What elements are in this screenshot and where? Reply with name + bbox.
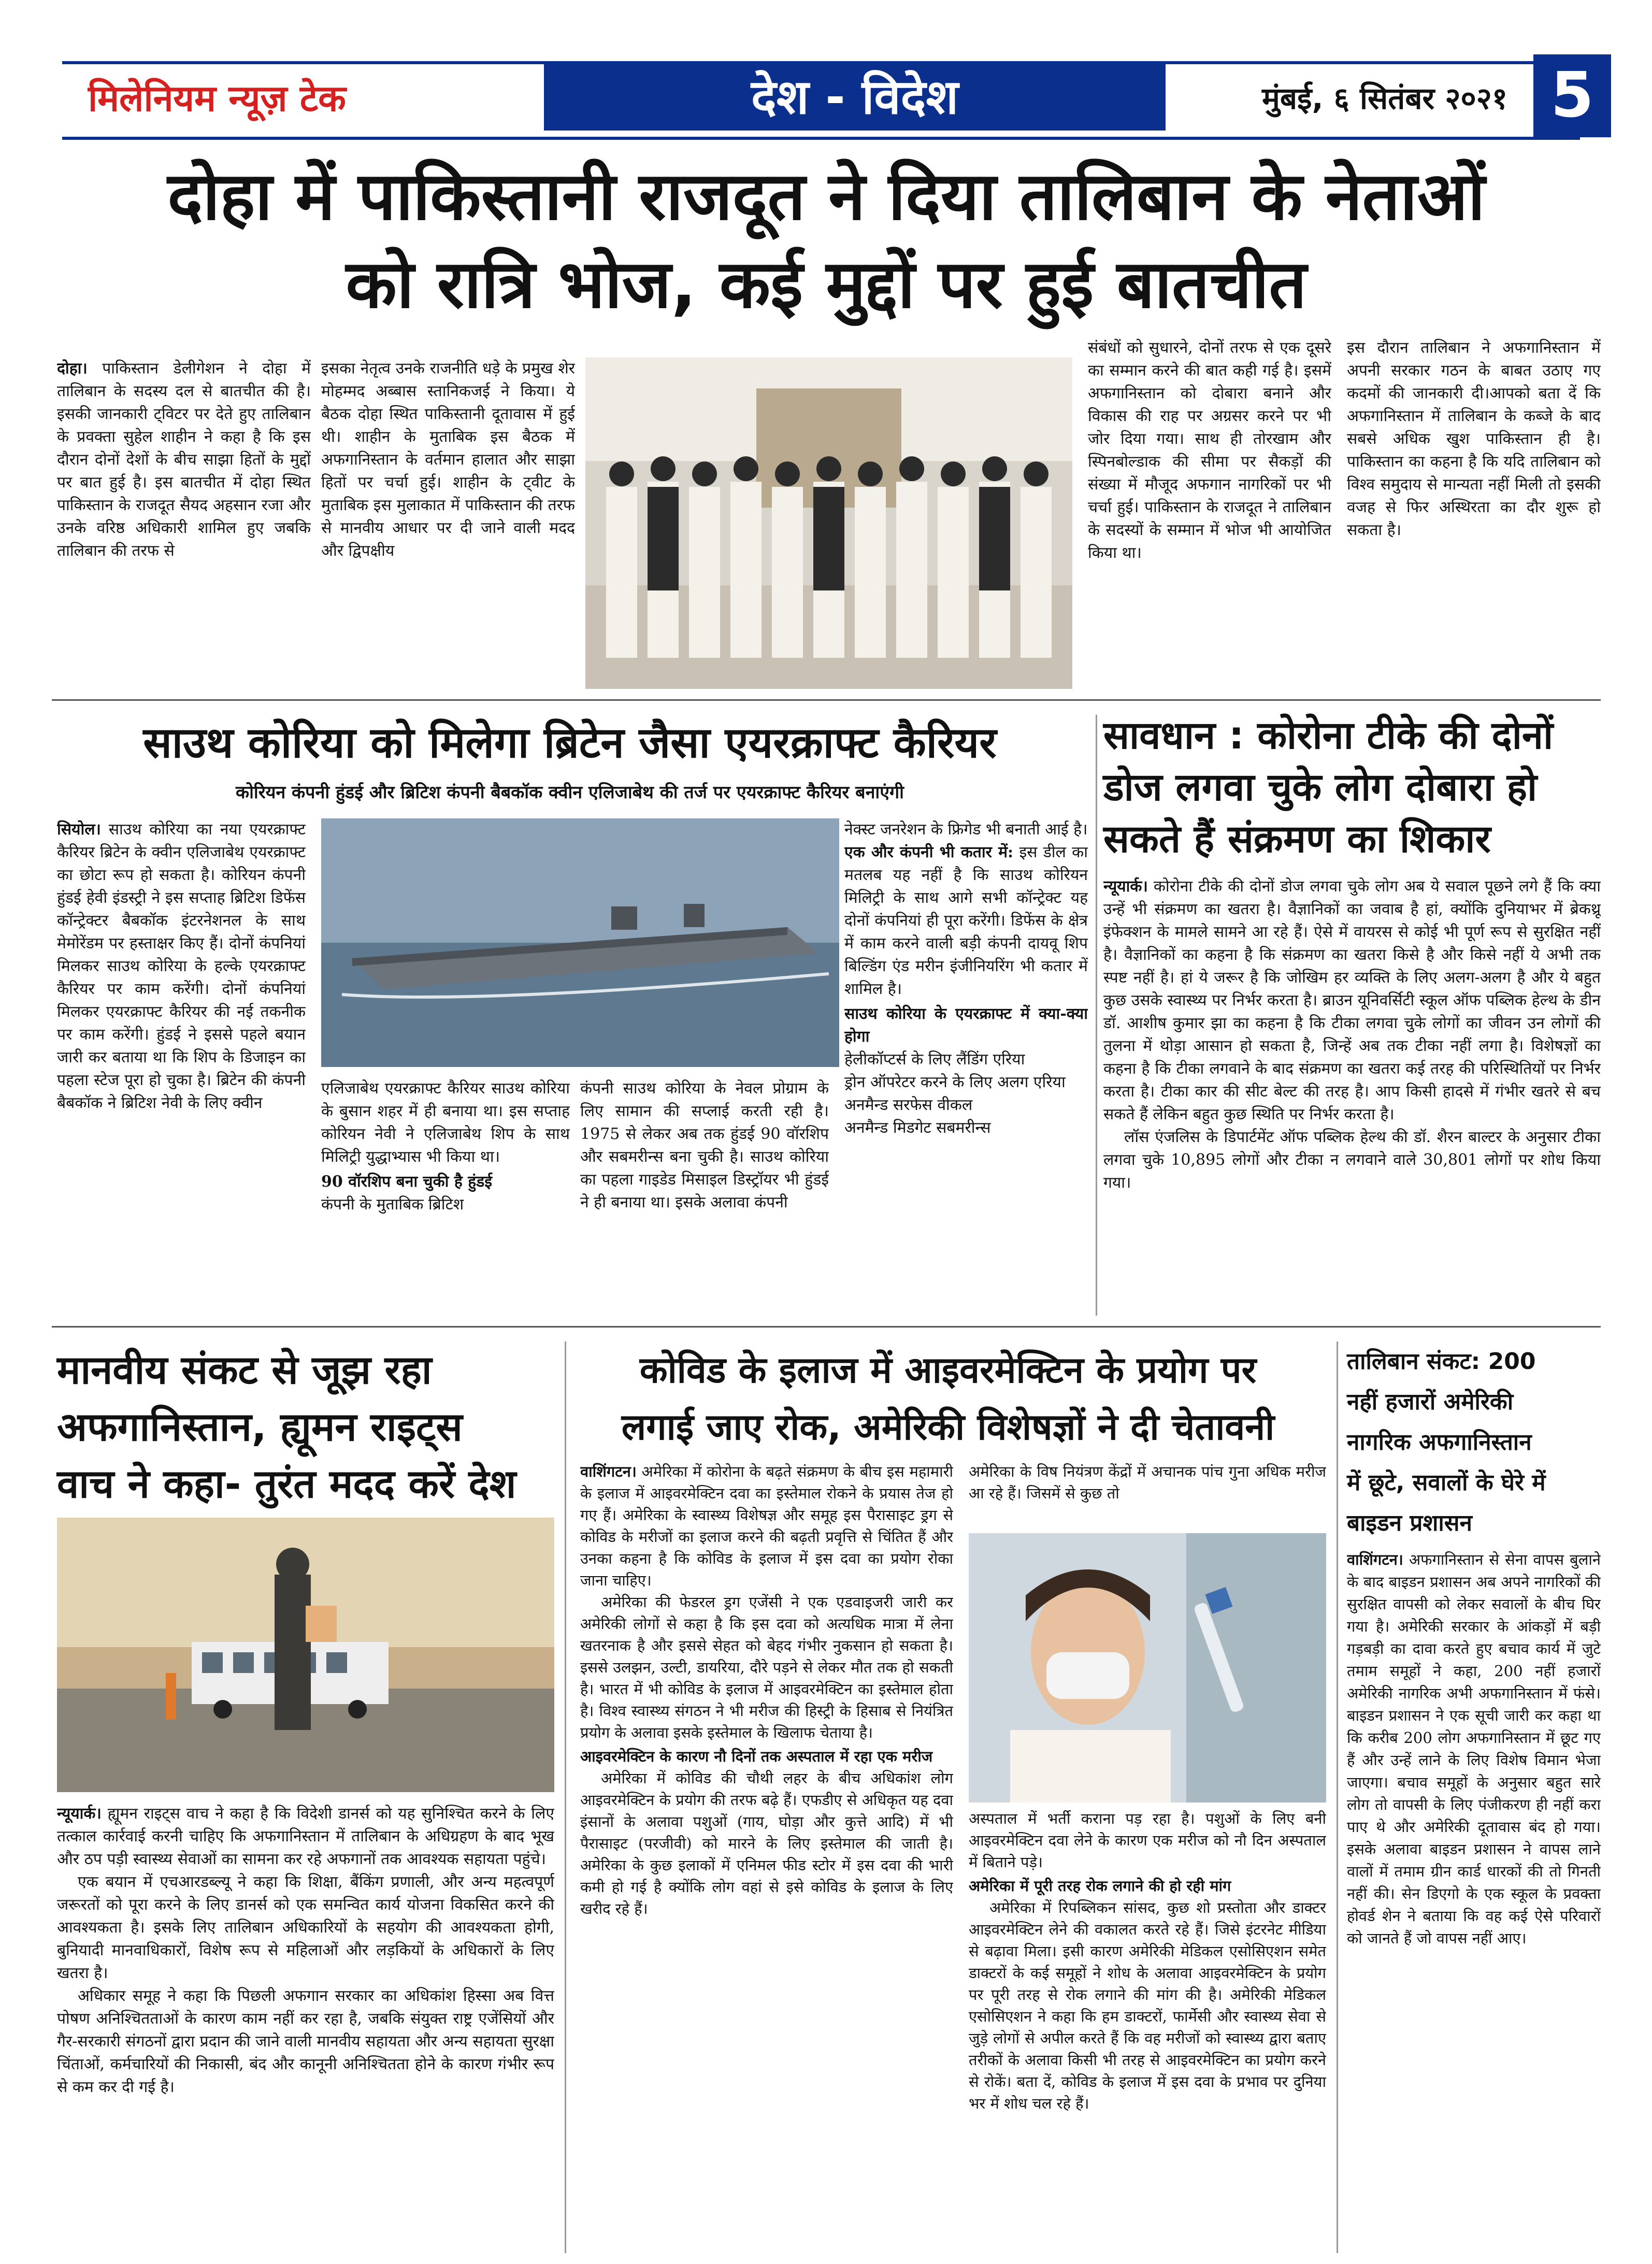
story2-col4-list-item: ड्रोन ऑपरेटर करने के लिए अलग एरिया — [844, 1073, 1066, 1091]
story3-headline-line1: सावधान : कोरोना टीके की दोनों — [1103, 713, 1554, 758]
story5-col2-subhead: अमेरिका में पूरी तरह रोक लगाने की हो रही मांग — [969, 1877, 1231, 1895]
story6-body-text: अफगानिस्तान से सेना वापस बुलाने के बाद बाइडन प्रशासन अब अपने नागरिकों की सुरक्षित वापसी को लेकर सवालों के बीच घिर गया है। अमेरिकी सरकार के आंकड़ों में बड़ी गड़बड़ी का दावा करते हुए बचाव कार्य में जुटे तमाम समूहों ने कहा, 200 नहीं हजारों अमेरिकी नागरिक अभी अफगानिस्तान में फंसे। बाइडन प्रशासन ने एक सूची जारी कर कहा था कि करीब 200 लोग अफगानिस्तान में छूट गए हैं और उन्हें लाने के लिए विशेष विमान भेजा जाएगा। बचाव समूहों के अनुसार बहुत सारे लोग तो वापसी के लिए पंजीकरण ही नहीं करा पाए थे और अमेरिकी दूतावास बंद हो गया। इसके अलावा बाइडन प्रशासन ने वापस लाने वालों में तमाम ग्रीन कार्ड धारकों की तो गिनती नहीं की। सेन डिएगो के एक स्कूल के प्रवक्ता होवर्ड शेन ने बताया कि वह कई ऐसे परिवारों को जानते हैं जो वापस नहीं आए। — [1347, 1551, 1601, 1947]
story2-headline: साउथ कोरिया को मिलेगा ब्रिटेन जैसा एयरक्राफ्ट कैरियर — [143, 718, 997, 768]
story2-col4-list-item: अनमैन्ड मिडगेट सबमरीन्स — [844, 1119, 991, 1137]
story2-photo-carrier — [321, 818, 839, 1067]
story6-headline-line2: नहीं हजारों अमेरिकी — [1347, 1389, 1514, 1415]
story3-headline-line2: डोज लगवा चुके लोग दोबारा हो — [1103, 765, 1538, 810]
story5-col2-p2: अमेरिका में रिपब्लिकन सांसद, कुछ शो प्रस्तोता और डाक्टर आइवरमेक्टिन लेने की वकालत करते रहे हैं। जिसे इंटरनेट मीडिया से बढ़ावा मिला। इसी कारण अमेरिकी मेडिकल एसोसिएशन समेत डाक्टरों के कई समूहों ने शोध के अलावा आइवरमेक्टिन के प्रयोग पर पूरी तरह से रोक लगाने की मांग की है। अमेरिकी मेडिकल एसोसिएशन ने कहा कि हम डाक्टरों, फार्मेसी और स्वास्थ्य सेवा से जुड़े लोगों से अपील करते हैं कि वह मरीजों को स्वास्थ्य द्वारा बताए तरीकों के अलावा किसी भी तरह से आइवरमेक्टिन का प्रयोग करने से रोकें। बता दें, कोविड के इलाज में इस दवा के प्रभाव पर दुनिया भर में शोध चल रहे हैं। — [969, 1899, 1326, 2112]
section-title: देश - विदेश — [751, 69, 959, 125]
page-number: 5 — [1550, 60, 1594, 132]
story1-col1-text: पाकिस्तान डेलीगेशन ने दोहा में तालिबान के सदस्य दल से बातचीत की है। इसकी जानकारी ट्विटर पर देते हुए तालिबान के प्रवक्ता सुहेल शाहीन ने कहा है कि इस दौरान दोनों देशों के बीच साझा हितों के मुद्दों पर बात हुई है। इस बातचीत में दोहा स्थित पाकिस्तान के राजदूत सैयद अहसान रजा और उनके वरिष्ठ अधिकारी शामिल हुए जबकि तालिबान की तरफ से — [57, 359, 311, 560]
story2-col4-top: नेक्स्ट जनरेशन के फ्रिगेड भी बनाती आई है। — [844, 820, 1088, 839]
story1-headline-line1: दोहा में पाकिस्तानी राजदूत ने दिया तालिबान के नेताओं — [167, 158, 1485, 235]
story5-col2-top — [969, 1461, 1326, 1528]
story4-p3: अधिकार समूह ने कहा कि पिछली अफगान सरकार का अधिकांश हिस्सा अब वित्त पोषण अनिश्चितताओं के कारण काम नहीं कर रहा है, जबकि संयुक्त राष्ट्र एजेंसियों और गैर-सरकारी संगठनों द्वारा प्रदान की जाने वाली मानवीय सहायता और अन्य सहायता सुरक्षा चिंताओं, कर्मचारियों की निकासी, बंद और कानूनी अनिश्चितता होने के कारण गंभीर रूप से कम कर दी गई है। — [57, 1987, 554, 2096]
story1-photo-delegation — [585, 357, 1072, 689]
story1-headline-line2: को रात्रि भोज, कई मुद्दों पर हुई बातचीत — [346, 246, 1307, 323]
story4-headline-line1: मानवीय संकट से जूझ रहा — [57, 1347, 432, 1393]
story1-dateline: दोहा। — [57, 359, 88, 378]
story2-col4-list-item: अनमैन्ड सरफेस वीकल — [844, 1096, 973, 1114]
story1-col4 — [1347, 337, 1601, 684]
story2-col4-subhead1: एक और कंपनी भी कतार में: — [844, 843, 1014, 861]
section-banner — [544, 64, 1166, 131]
story4-p1: ह्यूमन राइट्स वाच ने कहा है कि विदेशी डानर्स को यह सुनिश्चित करने के लिए तत्काल कार्रवाई करनी चाहिए कि अफगानिस्तान में तालिबान के अधिग्रहण के बाद भूख और ठप पड़ी स्वास्थ्य सेवाओं का सामना कर रहे अफगानों तक आवश्यक सहायता पहुंचे। — [57, 1805, 554, 1868]
story2-col3-text: कंपनी साउथ कोरिया के नेवल प्रोग्राम के लिए सामान की सप्लाई करती रही है। 1975 से लेकर अब तक हुंडई 90 वॉरशिप और सबमरीन्स बना चुकी है। साउथ कोरिया का पहला गाइडेड मिसाइल डिस्ट्रॉयर भी हुंडई ने ही बनाया था। इसके अलावा कंपनी — [580, 1079, 829, 1212]
divider-v1 — [1096, 715, 1097, 1316]
divider-2 — [52, 1326, 1601, 1328]
story4-photo-airport — [57, 1518, 554, 1792]
story2-col2-tail: कंपनी के मुताबिक ब्रिटिश — [321, 1195, 464, 1214]
page-number-box — [1533, 54, 1611, 137]
story3-dateline: न्यूयार्क। — [1103, 877, 1148, 896]
story5-headline-line1: कोविड के इलाज में आइवरमेक्टिन के प्रयोग पर — [639, 1349, 1257, 1391]
story2-col4-subhead2: साउथ कोरिया के एयरक्राफ्ट में क्या-क्या होगा — [844, 1005, 1088, 1046]
story5-col2-p1: अस्पताल में भर्ती कराना पड़ रहा है। पशुओं के लिए बनी आइवरमेक्टिन दवा लेने के कारण एक मरीज को नौ दिन अस्पताल में बिताने पड़े। — [969, 1810, 1326, 1871]
story5-col1-subhead: आइवरमेक्टिन के कारण नौ दिनों तक अस्पताल में रहा एक मरीज — [580, 1748, 933, 1765]
story6-headline-line5: बाइडन प्रशासन — [1347, 1510, 1472, 1536]
divider-1 — [52, 699, 1601, 701]
divider-v2 — [565, 1342, 566, 2253]
story6-headline-line4: में छूटे, सवालों के घेरे में — [1347, 1469, 1546, 1496]
paper-name: मिलेनियम न्यूज़ टेक — [88, 77, 346, 120]
story4-body — [57, 1802, 554, 2253]
divider-v3 — [1337, 1342, 1338, 2253]
story5-dateline: वाशिंगटन। — [580, 1463, 637, 1480]
story5-col2-bottom — [969, 1808, 1326, 2253]
story1-col2 — [321, 357, 575, 684]
story4-dateline: न्यूयार्क। — [57, 1805, 102, 1823]
story2-subhead: कोरियन कंपनी हुंडई और ब्रिटिश कंपनी बैबकॉक क्वीन एलिजाबेथ की तर्ज पर एयरक्राफ्ट कैरियर बनाएंगी — [236, 782, 904, 803]
story3-headline-line3: सकते हैं संक्रमण का शिकार — [1103, 817, 1491, 861]
story6-dateline: वाशिंगटन। — [1347, 1551, 1403, 1568]
story1-col4-text: इस दौरान तालिबान ने अफगानिस्तान में अपनी सरकार गठन के बाबत उठाए गए कदमों की जानकारी दी।आपको बता दें कि अफगानिस्तान में तालिबान के कब्जे के बाद सबसे अधिक खुश पाकिस्तान ही है। पाकिस्तान का कहना है कि यदि तालिबान को विश्व समुदाय से मान्यता नहीं मिली तो इसकी वजह से फिर अस्थिरता का दौर शुरू हो सकता है। — [1347, 339, 1601, 539]
story5-col1 — [580, 1461, 953, 2253]
story2-col2 — [321, 1077, 570, 1316]
story2-col4 — [844, 818, 1088, 1316]
story5-headline-line2: लगाई जाए रोक, अमेरिकी विशेषज्ञों ने दी चेतावनी — [621, 1406, 1275, 1448]
issue-date: मुंबई, ६ सितंबर २०२१ — [1262, 81, 1507, 116]
story5-col1-p1: अमेरिका में कोरोना के बढ़ते संक्रमण के बीच इस महामारी के इलाज में आइवरमेक्टिन दवा का इस्तेमाल रोकने के प्रयास तेज हो गए हैं। अमेरिका के स्वास्थ्य विशेषज्ञ और समूह इस पैरासाइट ड्रग से कोविड के मरीजों का इलाज करने की बढ़ती प्रवृत्ति से चिंतित हैं और उनका कहना है कि कोविड के इलाज में इस दवा का प्रयोग रोका जाना चाहिए। — [580, 1463, 953, 1589]
story1-col3-text: संबंधों को सुधारने, दोनों तरफ से एक दूसरे का सम्मान करने की बात कही गई है। इसमें अफगानिस्तान को दोबारा बनाने और विकास की राह पर अग्रसर करने पर भी जोर दिया गया। साथ ही तोरखाम और स्पिनबोल्डाक की सीमा पर सैकड़ों की संख्या में मौजूद अफगान नागरिकों पर भी चर्चा हुई। पाकिस्तान के राजदूत ने तालिबान के सदस्यों के सम्मान में भोज भी आयोजित किया था। — [1088, 339, 1331, 562]
story6-body — [1347, 1549, 1601, 2253]
delegation-photo-graphic — [585, 357, 1072, 689]
story4-p2: एक बयान में एचआरडब्ल्यू ने कहा कि शिक्षा, बैंकिंग प्रणाली, और अन्य महत्वपूर्ण जरूरतों को पूरा करने के लिए डानर्स को एक समन्वित कार्य योजना विकसित करने की आवश्यकता है। इसके लिए तालिबान अधिकारियों के सहयोग की आवश्यकता होगी, बुनियादी मानवाधिकारों, विशेष रूप से महिलाओं और लड़कियों के अधिकारों के लिए खतरा है। — [57, 1873, 554, 1982]
airport-photo-graphic — [57, 1518, 554, 1792]
aircraft-carrier-graphic — [321, 818, 839, 1067]
story2-col1-text: साउथ कोरिया का नया एयरक्राफ्ट कैरियर ब्रिटेन के क्वीन एलिजाबेथ एयरक्राफ्ट का छोटा रूप हो सकता है। कोरियन कंपनी हुंडई हेवी इंडस्ट्री ने इस सप्ताह ब्रिटिश डिफेंस कॉन्ट्रेक्टर बैबकॉक इंटरनेशनल के साथ मेमोरेंडम पर हस्ताक्षर किए हैं। दोनों कंपनियां मिलकर साउथ कोरिया के हल्के एयरक्राफ्ट कैरियर पर काम करेंगी। दोनों कंपनियां मिलकर एयरक्राफ्ट कैरियर की नई तकनीक पर काम करेंगी। हुंडई ने इससे पहले बयान जारी कर बताया था कि शिप के डिजाइन का पहला स्टेज पूरा हो चुका है। ब्रिटेन की कंपनी बैबकॉक ने ब्रिटिश नेवी के लिए क्वीन — [57, 820, 306, 1112]
story5-col2-top-text: अमेरिका के विष नियंत्रण केंद्रों में अचानक पांच गुना अधिक मरीज आ रहे हैं। जिसमें से कुछ तो — [969, 1463, 1326, 1502]
story2-col2-subhead: 90 वॉरशिप बना चुकी है हुंडई — [321, 1173, 492, 1191]
story1-col3 — [1088, 337, 1331, 684]
story2-col1 — [57, 818, 306, 1316]
story3-body-text: कोरोना टीके की दोनों डोज लगवा चुके लोग अब ये सवाल पूछने लगे हैं कि क्या उन्हें भी संक्रमण का खतरा है। वैज्ञानिकों का जवाब है हां, क्योंकि दुनियाभर में ब्रेकथ्रू इंफेक्शन के मामले सामने आ रहे हैं। ऐसे में वायरस से कोई भी पूर्ण रूप से सुरक्षित नहीं है। वैज्ञानिकों का कहना है कि संक्रमण का खतरा किसे है और किसे नहीं ये अभी तक स्पष्ट नहीं है। हां ये जरूर है कि जोखिम हर व्यक्ति के लिए अलग-अलग है और ये बहुत कुछ उसके स्वास्थ्य पर निर्भर करता है। ब्राउन यूनिवर्सिटी स्कूल ऑफ पब्लिक हेल्थ के डीन डॉ. आशीष कुमार झा का कहना है कि टीका लगवा चुके लोगों का जीवन उन लोगों की तुलना में थोड़ा आसान हो सकता है, जिन्हें अब तक टीका नहीं लगा है। विशेषज्ञों का कहना है कि टीका लगवाने के बाद संक्रमण का खतरा कई तरह की परिस्थितियों पर निर्भर करता है। टीका कार की सीट बेल्ट की तरह है। आप किसी हादसे में गंभीर खतरे से बच सकते हैं लेकिन बहुत कुछ स्थिति पर निर्भर करता है। — [1103, 877, 1601, 1123]
story4-headline-line3: वाच ने कहा- तुरंत मदद करें देश — [57, 1461, 516, 1507]
story6-headline-line3: नागरिक अफगानिस्तान — [1347, 1429, 1532, 1455]
story5-col1-p3: अमेरिका में कोविड की चौथी लहर के बीच अधिकांश लोग आइवरमेक्टिन के प्रयोग की तरफ बढ़े हैं। एफडीए से अधिकृत यह दवा इंसानों के अलावा पशुओं (गाय, घोड़ा और कुत्ते आदि) में भी पैरासाइट (परजीवी) को मारने के लिए इस्तेमाल की जाती है। अमेरिका के कुछ इलाकों में एनिमल फीड स्टोर में इस दवा की भारी कमी हो गई है क्योंकि लोग वहां से इसे कोविड के इलाज के लिए खरीद रहे हैं। — [580, 1769, 953, 1917]
story2-dateline: सियोल। — [57, 820, 101, 839]
story2-col2-text: एलिजाबेथ एयरक्राफ्ट कैरियर साउथ कोरिया के बुसान शहर में ही बनाया था। इस सप्ताह कोरियन नेवी ने एलिजाबेथ शिप के साथ मिलिट्री युद्धाभ्यास भी किया था। — [321, 1079, 570, 1166]
story2-col4-mid: इस डील का मतलब यह नहीं है कि साउथ कोरियन मिलिट्री के साथ आगे सभी कॉन्ट्रेक्ट यह दोनों कंपनियां ही पूरा करेंगी। डिफेंस के क्षेत्र में काम करने वाली बड़ी कंपनी दायवू शिप बिल्डिंग एंड मरीन इंजीनियरिंग भी कतार में शामिल है। — [844, 843, 1088, 998]
story1-col2-text: इसका नेतृत्व उनके राजनीति धड़े के प्रमुख शेर मोहम्मद अब्बास स्तानिकजई ने किया। ये बैठक दोहा स्थित पाकिस्तानी दूतावास में हुई थी। शाहीन के मुताबिक इस बैठक में अफगानिस्तान के वर्तमान हालात और साझा हितों पर चर्चा हुई। शाहीन के ट्वीट के मुताबिक इस मुलाकात में पाकिस्तान की तरफ से मानवीय आधार पर दी जाने वाली मदद और द्विपक्षीय — [321, 359, 575, 560]
story2-col4-list-item: हेलीकॉप्टर्स के लिए लैंडिंग एरिया — [844, 1050, 1025, 1069]
story1-col1 — [57, 357, 311, 684]
story2-col3 — [580, 1077, 829, 1316]
masthead — [0, 0, 1652, 140]
story6-headline-line1: तालिबान संकट: 200 — [1347, 1348, 1536, 1375]
doctor-photo-graphic — [969, 1533, 1326, 1802]
story3-body2: लॉस एंजलिस के डिपार्टमेंट ऑफ पब्लिक हेल्थ की डॉ. शैरन बाल्टर के अनुसार टीका लगवा चुके 10,895 लोगों और टीका न लगवाने वाले 30,801 लोगों पर शोध किया गया। — [1103, 1128, 1601, 1192]
story5-col1-p2: अमेरिका की फेडरल ड्रग एजेंसी ने एक एडवाइजरी जारी कर अमेरिकी लोगों से कहा है कि इस दवा को अत्यधिक मात्रा में लेना खतरनाक है और इससे सेहत को बेहद गंभीर नुकसान हो सकता है। इससे उलझन, उल्टी, डायरिया, दौरे पड़ने से लेकर मौत तक हो सकती है। भारत में भी कोविड के इलाज में आइवरमेक्टिन का इस्तेमाल होता है। विश्व स्वास्थ्य संगठन ने भी मरीज की हिस्ट्री के हिसाब से नियंत्रित प्रयोग के अलावा इसके इस्तेमाल के खिलाफ चेताया है। — [580, 1593, 953, 1741]
story4-headline-line2: अफगानिस्तान, ह्यूमन राइट्स — [57, 1404, 463, 1450]
story3-body — [1103, 875, 1601, 1316]
story5-photo-doctor — [969, 1533, 1326, 1802]
